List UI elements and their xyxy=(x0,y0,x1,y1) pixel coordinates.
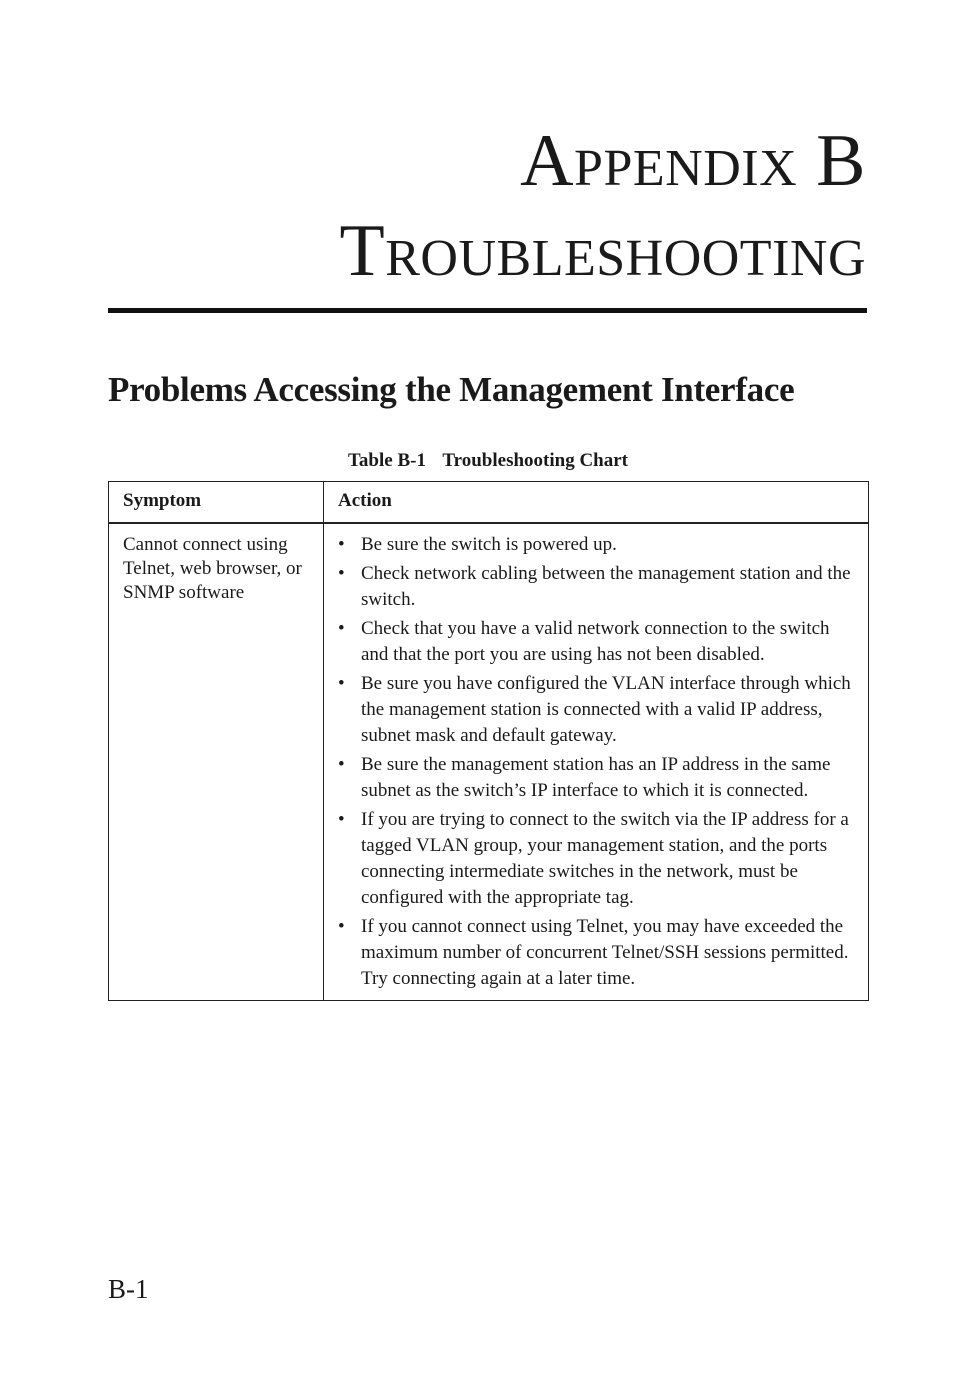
action-item xyxy=(338,752,858,804)
symptom-cell: Cannot connect using Telnet, web browser, or SNMP software xyxy=(109,523,324,1001)
action-cell xyxy=(324,523,869,1001)
appendix-label: Appendix B xyxy=(520,120,866,202)
action-item xyxy=(338,616,858,668)
table-row xyxy=(109,523,869,1001)
action-item xyxy=(338,671,858,749)
bullet-icon: • xyxy=(338,916,345,937)
troubleshooting-table xyxy=(108,481,869,1001)
bullet-icon: • xyxy=(338,754,345,775)
bullet-icon: • xyxy=(338,809,345,830)
bullet-icon: • xyxy=(338,618,345,639)
action-list xyxy=(338,532,858,992)
action-item xyxy=(338,532,858,558)
header-action: Action xyxy=(324,482,869,524)
action-item-text: Be sure the management station has an IP address in the same subnet as the switch’s IP interface to which it is connected. xyxy=(361,754,831,801)
table-caption xyxy=(108,450,868,472)
action-item xyxy=(338,914,858,992)
chapter-title: Troubleshooting xyxy=(339,210,866,292)
section-title: Problems Accessing the Management Interface xyxy=(108,370,795,409)
table-caption-number: Table B-1 xyxy=(347,450,426,471)
header-symptom: Symptom xyxy=(109,482,324,524)
bullet-icon: • xyxy=(338,673,345,694)
action-item-text: If you are trying to connect to the switch via the IP address for a tagged VLAN group, your management station, and the ports connecting intermediate switches in the network, must be configured with the appropriate tag. xyxy=(361,809,849,908)
page-number: B-1 xyxy=(108,1274,149,1304)
action-item-text: Be sure the switch is powered up. xyxy=(361,534,617,555)
action-item-text: If you cannot connect using Telnet, you may have exceeded the maximum number of concurrent Telnet/SSH sessions permitted. Try connecting again at a later time. xyxy=(361,916,849,989)
action-item-text: Check that you have a valid network connection to the switch and that the port you are using has not been disabled. xyxy=(361,618,830,665)
table-caption-title: Troubleshooting Chart xyxy=(442,450,629,471)
bullet-icon: • xyxy=(338,534,345,555)
action-item-text: Be sure you have configured the VLAN interface through which the management station is connected with a valid IP address, subnet mask and default gateway. xyxy=(361,673,851,746)
chapter-rule xyxy=(108,308,867,313)
action-item xyxy=(338,807,858,911)
table-header-row xyxy=(109,482,869,524)
bullet-icon: • xyxy=(338,563,345,584)
action-item-text: Check network cabling between the management station and the switch. xyxy=(361,563,851,610)
action-item xyxy=(338,561,858,613)
